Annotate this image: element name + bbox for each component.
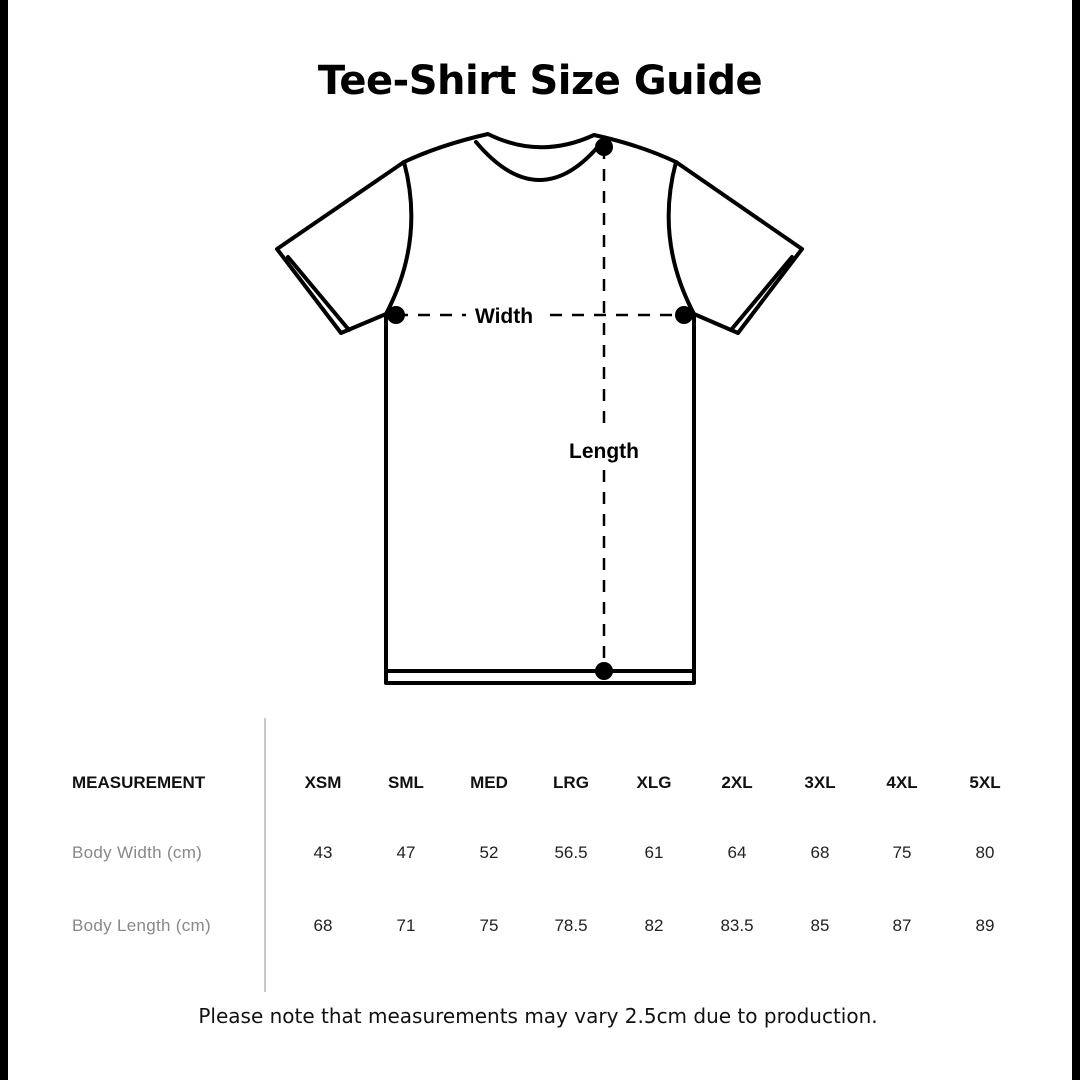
right-sleeve-cuff <box>731 257 792 330</box>
size-header-2xl: 2XL <box>721 773 753 792</box>
production-note: Please note that measurements may vary 2.5cm due to production. <box>198 1004 878 1028</box>
table-cell: 83.5 <box>720 916 754 935</box>
width-left-dot <box>387 306 405 324</box>
table-cell: 52 <box>479 843 499 862</box>
table-row <box>0 838 1080 868</box>
size-header-med: MED <box>470 773 508 792</box>
size-header-3xl: 3XL <box>804 773 836 792</box>
table-cell: 64 <box>727 843 747 862</box>
table-cell: 89 <box>975 916 995 935</box>
row-label-body-length: Body Length (cm) <box>72 916 211 935</box>
table-cell: 56.5 <box>554 843 588 862</box>
table-cell: 85 <box>810 916 830 935</box>
table-cell: 61 <box>644 843 664 862</box>
size-header-4xl: 4XL <box>886 773 918 792</box>
width-right-dot <box>675 306 693 324</box>
length-bottom-dot <box>595 662 613 680</box>
table-cell: 82 <box>644 916 664 935</box>
table-cell: 68 <box>810 843 830 862</box>
table-cell: 43 <box>313 843 333 862</box>
size-header-xsm: XSM <box>304 773 342 792</box>
length-top-dot <box>595 138 613 156</box>
tshirt-diagram <box>270 125 810 695</box>
page-title: Tee-Shirt Size Guide <box>317 58 763 104</box>
table-header-row <box>0 768 1080 798</box>
size-header-5xl: 5XL <box>969 773 1001 792</box>
table-cell: 47 <box>396 843 416 862</box>
tshirt-outline <box>277 134 802 683</box>
size-header-lrg: LRG <box>553 773 589 792</box>
table-cell: 71 <box>396 916 416 935</box>
left-sleeve-seam <box>386 162 411 314</box>
table-cell: 68 <box>313 916 333 935</box>
length-label: Length <box>569 440 639 463</box>
measurement-header: MEASUREMENT <box>72 773 206 792</box>
row-label-body-width: Body Width (cm) <box>72 843 203 862</box>
width-label: Width <box>474 305 534 328</box>
size-header-sml: SML <box>388 773 424 792</box>
left-sleeve-cuff <box>288 257 349 330</box>
table-cell: 80 <box>975 843 995 862</box>
right-sleeve-seam <box>669 162 694 314</box>
table-cell: 75 <box>479 916 499 935</box>
table-cell: 75 <box>892 843 912 862</box>
table-cell: 78.5 <box>554 916 588 935</box>
table-row <box>0 911 1080 941</box>
size-header-xlg: XLG <box>636 773 672 792</box>
table-cell: 87 <box>892 916 912 935</box>
